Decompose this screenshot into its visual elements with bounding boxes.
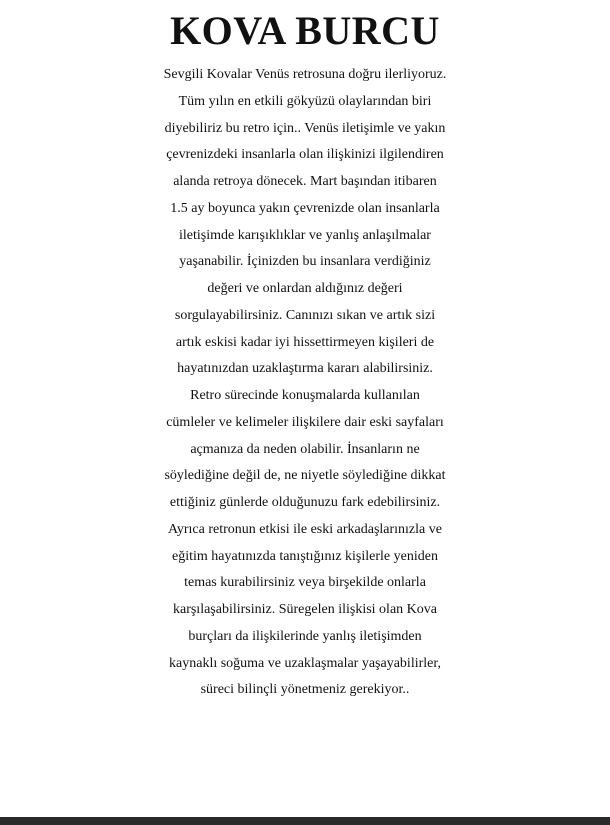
body-line: Retro sürecinde konuşmalarda kullanılan [190, 388, 420, 403]
body-line: Sevgili Kovalar Venüs retrosuna doğru ilerliyoruz. [163, 67, 447, 82]
body-line: temas kurabilirsiniz veya birşekilde onlarla [184, 575, 426, 591]
body-line: süreci bilinçli yönetmeniz gerekiyor.. [200, 682, 410, 698]
body-line: sorgulayabilirsiniz. Canınızı sıkan ve artık sizi [174, 307, 436, 323]
body-line: karşılaşabilirsiniz. Süregelen ilişkisi olan Kova [172, 602, 437, 617]
body-line: artık eskisi kadar iyi hissettirmeyen kişileri de [175, 334, 435, 350]
body-line: çevrenizdeki insanlarla olan ilişkinizi ilgilendiren [166, 147, 444, 163]
body-line: söylediğine değil de, ne niyetle söylediğine dikkat [164, 468, 446, 484]
body-line: burçları da ilişkilerinde yanlış iletişimden [188, 628, 422, 644]
horoscope-body [0, 62, 610, 704]
body-line: değeri ve onlardan aldığınız değeri [207, 281, 403, 296]
body-line: 1.5 ay boyunca yakın çevrenizde olan insanlarla [170, 200, 440, 216]
body-line: yaşanabilir. İçinizden bu insanlara verdiğiniz [179, 254, 431, 270]
body-line: eğitim hayatınızda tanıştığınız kişilerle yeniden [172, 548, 438, 564]
body-line: hayatınızdan uzaklaştırma kararı alabilirsiniz. [177, 361, 433, 377]
body-line: alanda retroya dönecek. Mart başından itibaren [173, 174, 437, 189]
page-title: KOVA BURCU [170, 8, 440, 53]
bottom-edge-divider [0, 817, 610, 825]
body-line: Ayrıca retronun etkisi ile eski arkadaşlarınızla ve [168, 521, 442, 537]
body-line: Tüm yılın en etkili gökyüzü olaylarından biri [178, 93, 432, 109]
body-line: cümleler ve kelimeler ilişkilere dair eski sayfaları [166, 414, 444, 430]
body-line: açmanıza da neden olabilir. İnsanların ne [190, 441, 420, 457]
body-line: ettiğiniz günlerde olduğunuzu fark edebilirsiniz. [169, 495, 441, 510]
body-line: iletişimde karışıklıklar ve yanlış anlaşılmalar [179, 227, 431, 243]
body-line: kaynaklı soğuma ve uzaklaşmalar yaşayabilirler, [169, 655, 441, 671]
body-line: diyebiliriz bu retro için.. Venüs iletişimle ve yakın [164, 120, 446, 136]
